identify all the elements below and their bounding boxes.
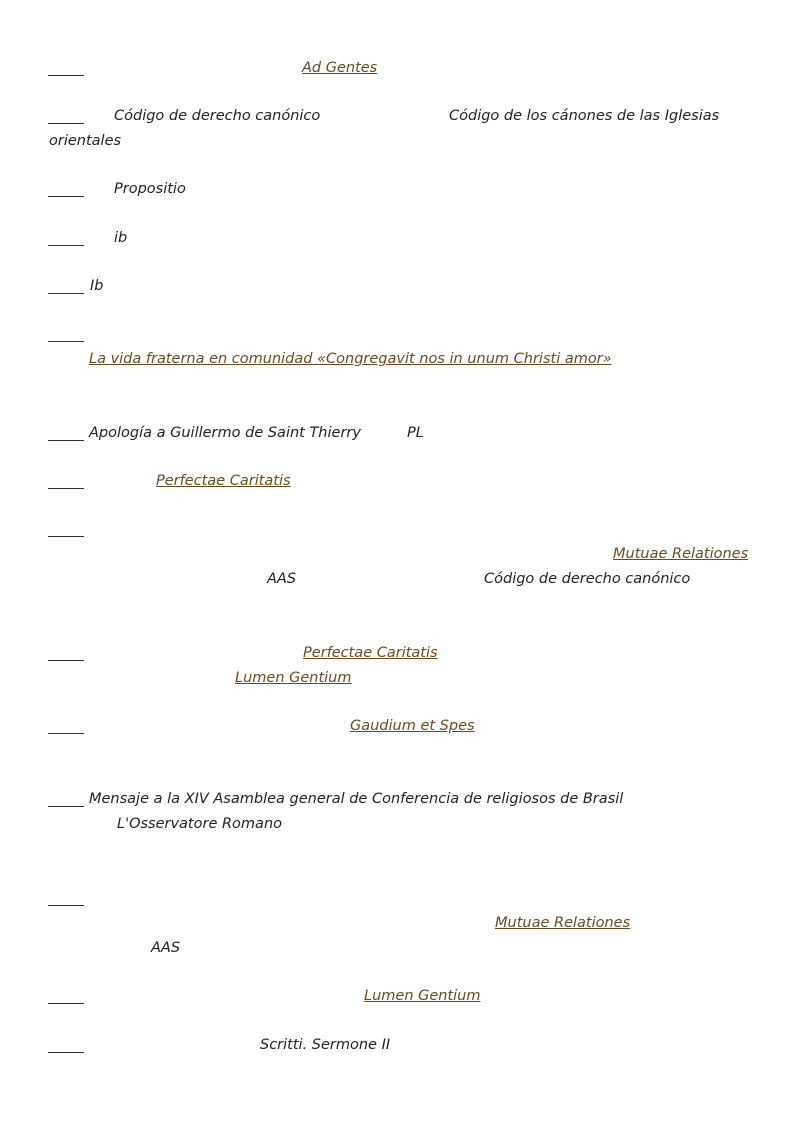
orientales-text: orientales xyxy=(49,133,122,149)
scritti-sermone-text: Scritti. Sermone II xyxy=(260,1037,391,1053)
footnote-rule xyxy=(48,1003,84,1004)
perfectae-caritatis-link[interactable]: Perfectae Caritatis xyxy=(156,473,291,489)
apologia-text: Apología a Guillermo de Saint Thierry xyxy=(89,425,361,441)
osservatore-romano-text: L'Osservatore Romano xyxy=(117,816,283,832)
ad-gentes-link[interactable]: Ad Gentes xyxy=(302,60,378,76)
mensaje-asamblea-text: Mensaje a la XIV Asamblea general de Conferencia de religiosos de Brasil xyxy=(89,791,624,807)
footnote-rule xyxy=(48,341,84,342)
propositio-text: Propositio xyxy=(114,181,186,197)
footnote-rule xyxy=(48,123,84,124)
vida-fraterna-link[interactable]: La vida fraterna en comunidad «Congregavit nos in unum Christi amor» xyxy=(89,351,612,367)
footnote-rule xyxy=(48,905,84,906)
footnote-rule xyxy=(48,536,84,537)
footnote-rule xyxy=(48,293,84,294)
footnote-rule xyxy=(48,196,84,197)
codigo-canones-text: Código de los cánones de las Iglesias xyxy=(449,108,720,124)
lumen-gentium-link[interactable]: Lumen Gentium xyxy=(235,670,352,686)
footnote-rule xyxy=(48,733,84,734)
codigo-derecho-canonico-text: Código de derecho canónico xyxy=(484,571,691,587)
footnote-rule xyxy=(48,1052,84,1053)
ib-capital-text: Ib xyxy=(90,278,104,294)
perfectae-caritatis-link[interactable]: Perfectae Caritatis xyxy=(303,645,438,661)
footnote-rule xyxy=(48,806,84,807)
mutuae-relationes-link[interactable]: Mutuae Relationes xyxy=(495,915,631,931)
codigo-derecho-canonico-text: Código de derecho canónico xyxy=(114,108,321,124)
aas-text: AAS xyxy=(151,940,181,956)
pl-text: PL xyxy=(407,425,424,441)
ib-text: ib xyxy=(114,230,128,246)
footnote-rule xyxy=(48,488,84,489)
footnote-rule xyxy=(48,245,84,246)
mutuae-relationes-link[interactable]: Mutuae Relationes xyxy=(613,546,749,562)
footnote-rule xyxy=(48,75,84,76)
footnote-rule xyxy=(48,440,84,441)
footnote-rule xyxy=(48,660,84,661)
aas-text: AAS xyxy=(267,571,297,587)
lumen-gentium-link[interactable]: Lumen Gentium xyxy=(364,988,481,1004)
gaudium-et-spes-link[interactable]: Gaudium et Spes xyxy=(350,718,475,734)
